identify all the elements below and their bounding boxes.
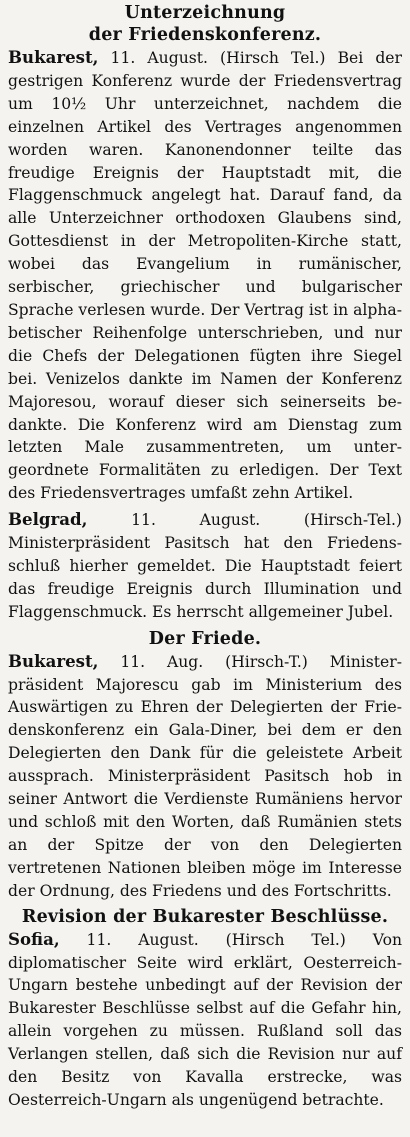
dateline: Belgrad, [8,509,88,530]
article-body [8,508,402,624]
article-body [8,650,402,903]
article-signing [8,2,402,505]
heading-line: Revision der Bukarester Beschlüsse. [21,906,389,927]
heading-line: Unterzeichnung [124,3,286,23]
dateline: Bukarest, [8,47,99,67]
article-peace [8,628,402,903]
article-heading [8,906,402,928]
article-revision [8,906,402,1112]
article-body [8,928,402,1112]
article-text: 11. August. (Hirsch Tel.) Bei der gestrigen Konferenz wurde der Friedensvertrag um 10½ Uhr unterzeichnet, nachdem die einzelnen Artikel des Vertrages angenommen worden waren. Kanonendonner teilte das freudige Ereignis der Hauptstadt mit, die Flaggenschmuck angelegt hat. Darauf fand, da alle Unterzeichner orthodoxen Glaubens sind, Gottesdienst in der Metropoliten-Kirche statt, wobei das Evangelium in rumänischer, serbischer, griechischer und bulgarischer Sprache verlesen wurde. Der Vertrag ist in alphabetischer Reihenfolge unterschrieben, und nur die Chefs der Delegationen fügten ihre Siegel bei. Venizelos dankte im Namen der Konferenz Majoresou, worauf dieser sich seinerseits bedankte. Die Konferenz wird am Dienstag zum letzten Male zusammentreten, um untergeordnete Formalitäten zu erledigen. Der Text des Friedensvertrages umfaßt zehn Artikel. [8,49,402,503]
dateline: Sofia, [8,928,60,949]
article-text: 11. August. (Hirsch Tel.) Von diplomatischer Seite wird erklärt, Oesterreich-Ungarn bestehe unbedingt auf der Revision der Bukarester Beschlüsse selbst auf die Gefahr hin, allein vorgehen zu müssen. Rußland soll das Verlangen stellen, daß sich die Revision nur auf den Besitz von Kavalla erstrecke, was Oesterreich-Ungarn als ungenügend betrachte. [8,930,402,1109]
heading-line: der Friedenskonferenz. [88,25,322,45]
article-heading [8,2,402,46]
heading-line: Der Friede. [148,628,262,649]
article-text: 11. Aug. (Hirsch-T.) Ministerpräsident Majorescu gab im Ministerium des Auswärtigen zu Ehren der Delegierten der Friedenskonferenz ein Gala-Diner, bei dem er den Delegierten den Dank für die geleistete Arbeit aussprach. Ministerpräsident Pasitsch hob in seiner Antwort die Verdienste Rumäniens hervor und schloß mit den Worten, daß Rumänien stets an der Spitze der von den Delegierten vertretenen Nationen bleiben möge im Interesse der Ordnung, des Friedens und des Fortschritts. [8,652,402,900]
article-body [8,46,402,505]
dateline: Bukarest, [8,650,99,671]
article-belgrade [8,508,402,624]
article-text: 11. August. (Hirsch-Tel.) Ministerpräsident Pasitsch hat den Friedensschluß hierher gemeldet. Die Hauptstadt feiert das freudige Ereignis durch Illumination und Flaggenschmuck. Es herrscht allgemeiner Jubel. [8,511,402,621]
article-heading [8,628,402,650]
